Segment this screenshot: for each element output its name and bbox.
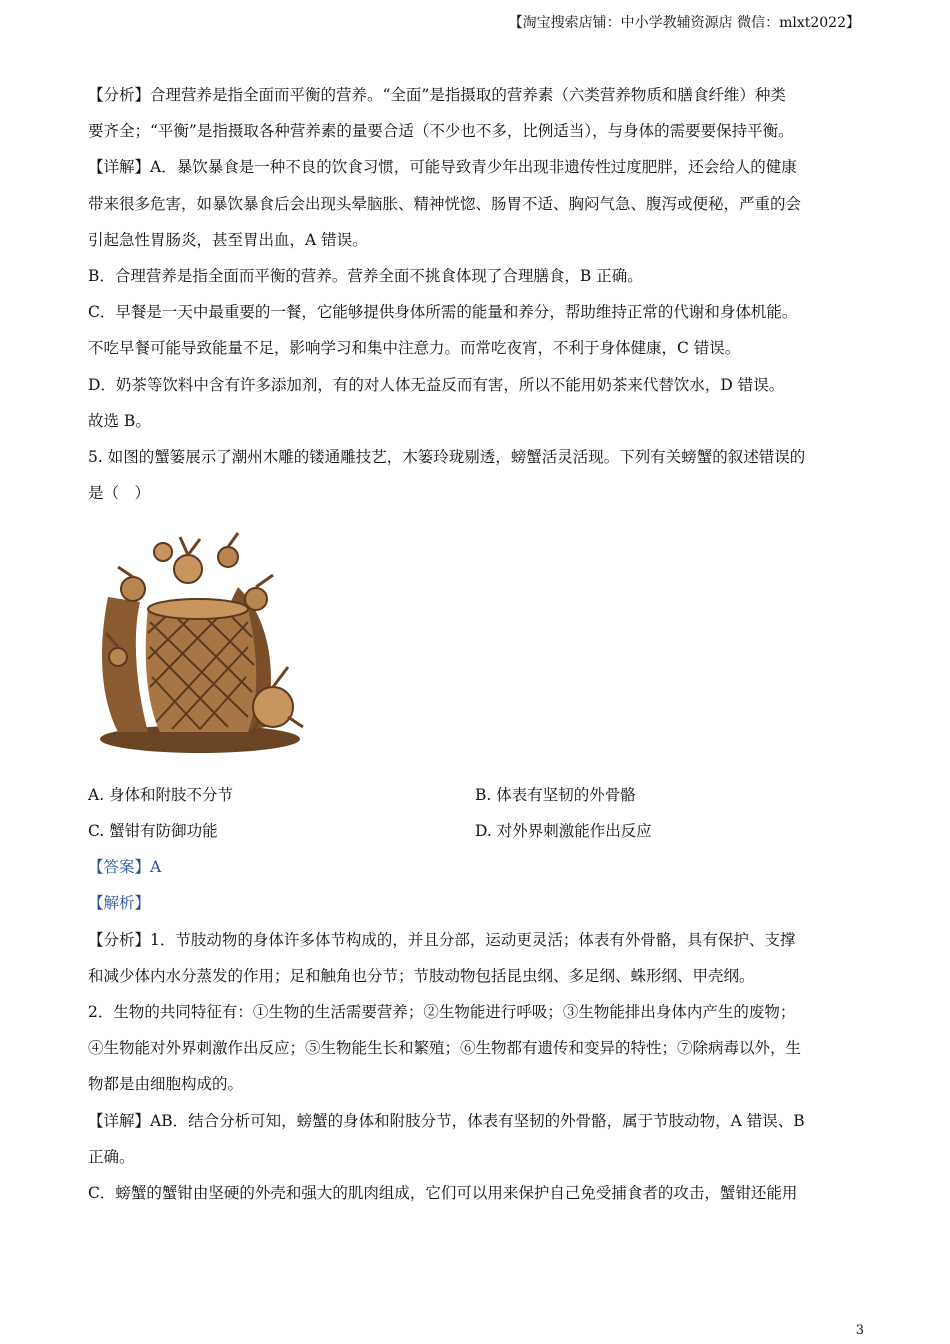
question-stem: 是（ ）: [88, 484, 151, 503]
text-line: 带来很多危害，如暴饮暴食后会出现头晕脑胀、精神恍惚、肠胃不适、胸闷气急、腹泻或便秘，严重的会: [88, 194, 802, 213]
text-line: 故选 B。: [88, 411, 151, 430]
text-line: 引起急性胃肠炎，甚至胃出血，A 错误。: [88, 230, 368, 249]
text-line: 【详解】AB．结合分析可知，螃蟹的身体和附肢分节，体表有坚韧的外骨骼，属于节肢动物，A 错误、B: [88, 1111, 805, 1130]
text-line: 【分析】1．节肢动物的身体许多体节构成的，并且分部，运动更灵活；体表有外骨骼，具有保护、支撑: [88, 930, 796, 949]
option-c: C. 蟹钳有防御功能: [88, 822, 218, 841]
answer-line: 【答案】A: [88, 858, 162, 877]
text-line: 正确。: [88, 1147, 135, 1166]
option-b: B. 体表有坚韧的外骨骼: [475, 786, 636, 805]
page-header: 【淘宝搜索店铺：中小学教辅资源店 微信：mlxt2022】: [508, 15, 860, 31]
text-line: 要齐全；“平衡”是指摄取各种营养素的量要合适（不少也不多，比例适当），与身体的需要要保持平衡。: [88, 122, 794, 141]
text-line: 物都是由细胞构成的。: [88, 1075, 244, 1094]
crab-basket-figure: [88, 527, 308, 757]
text-line: D．奶茶等饮料中含有许多添加剂，有的对人体无益反而有害，所以不能用奶茶来代替饮水，D 错误。: [88, 375, 785, 394]
text-line: 不吃早餐可能导致能量不足，影响学习和集中注意力。而常吃夜宵，不利于身体健康，C 错误。: [88, 339, 741, 358]
text-line: 2．生物的共同特征有：①生物的生活需要营养；②生物能进行呼吸；③生物能排出身体内产生的废物；: [88, 1003, 796, 1021]
text-line: 【详解】A．暴饮暴食是一种不良的饮食习惯，可能导致青少年出现非遗传性过度肥胖，还会给人的健康: [88, 158, 797, 177]
text-line: C．早餐是一天中最重要的一餐，它能够提供身体所需的能量和养分，帮助维持正常的代谢和身体机能。: [88, 303, 798, 322]
page-number: 3: [855, 1323, 864, 1338]
text-line: B．合理营养是指全面而平衡的营养。营养全面不挑食体现了合理膳食，B 正确。: [88, 266, 643, 285]
answer-options: [88, 777, 868, 849]
text-line: C．螃蟹的蟹钳由坚硬的外壳和强大的肌肉组成，它们可以用来保护自己免受捕食者的攻击，蟹钳还能用: [88, 1183, 798, 1202]
text-line: 和减少体内水分蒸发的作用；足和触角也分节；节肢动物包括昆虫纲、多足纲、蛛形纲、甲壳纲。: [88, 966, 755, 985]
document-body: [88, 77, 868, 1211]
text-line: ④生物能对外界刺激作出反应；⑤生物能生长和繁殖；⑥生物都有遗传和变异的特性；⑦除病毒以外，生: [88, 1039, 802, 1058]
crab-basket-image: [88, 527, 308, 757]
question-stem: 5. 如图的蟹篓展示了潮州木雕的镂通雕技艺，木篓玲珑剔透，螃蟹活灵活现。下列有关螃蟹的叙述错误的: [88, 447, 806, 466]
analysis-title: 【解析】: [88, 894, 151, 913]
option-d: D. 对外界刺激能作出反应: [475, 822, 652, 841]
option-a: A. 身体和附肢不分节: [88, 786, 234, 805]
text-line: 【分析】合理营养是指全面而平衡的营养。“全面”是指摄取的营养素（六类营养物质和膳食纤维）种类: [88, 86, 786, 104]
